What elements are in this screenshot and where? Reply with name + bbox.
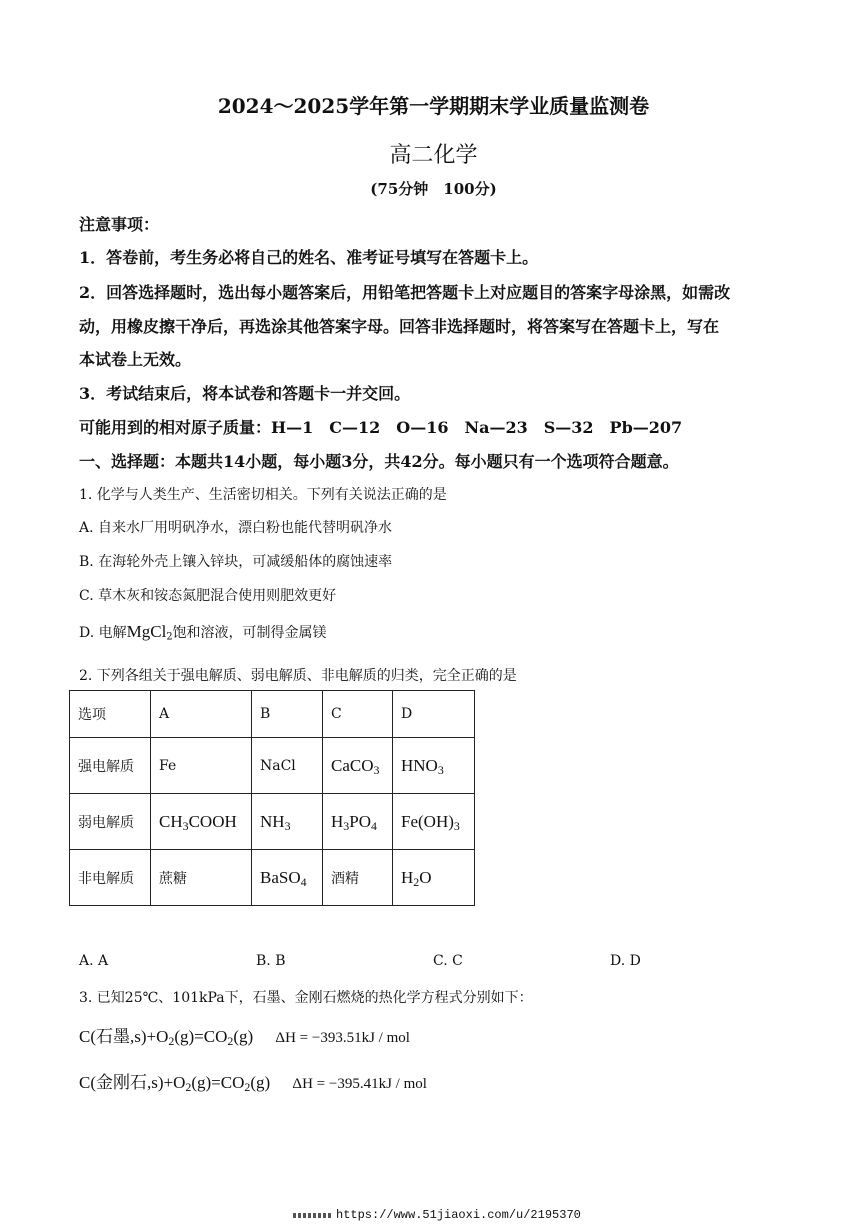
table-cell: $HNO_3$: [393, 738, 475, 794]
electrolyte-table: [69, 690, 475, 906]
table-row: [70, 691, 475, 738]
table-cell: D: [393, 691, 475, 738]
q1-option-d: D. 电解MgCl$_2$饱和溶液，可制得金属镁: [79, 622, 327, 643]
thermo-equation-graphite: C(石墨$,s)+O_2(g)=CO_2(g)$ ΔH = −393.51kJ / mol: [79, 1027, 410, 1048]
exam-title: 2024～2025学年第一学期期末学业质量监测卷: [217, 94, 650, 118]
table-cell: A: [151, 691, 252, 738]
table-cell: $CH_3COOH$: [151, 794, 252, 850]
table-cell: C: [323, 691, 393, 738]
notice-item-2-end: 本试卷上无效。: [79, 350, 192, 369]
q3-stem: 3. 已知25℃、101kPa下，石墨、金刚石燃烧的热化学方程式分别如下：: [79, 990, 533, 1006]
table-cell: 非电解质: [70, 850, 151, 906]
subject-title: 高二化学: [389, 143, 478, 168]
notice-heading: 注意事项：: [79, 215, 160, 234]
table-cell: 酒精: [323, 850, 393, 906]
q1-option-a: A. 自来水厂用明矾净水，漂白粉也能代替明矾净水: [79, 520, 393, 536]
table-cell: $H_3PO_4$: [323, 794, 393, 850]
table-cell: BaSO$_4$: [252, 850, 323, 906]
q2-stem: 2. 下列各组关于强电解质、弱电解质、非电解质的归类，完全正确的是: [79, 668, 517, 684]
table-cell: $Fe(OH)_3$: [393, 794, 475, 850]
notice-item-2: 2．回答选择题时，选出每小题答案后，用铅笔把答题卡上对应题目的答案字母涂黑，如需改: [79, 283, 731, 302]
table-cell: $H_2O$: [393, 850, 475, 906]
footer-watermark-mark: [293, 1213, 331, 1218]
notice-item-3: 3．考试结束后，将本试卷和答题卡一并交回。: [79, 384, 411, 403]
q1-stem: 1. 化学与人类生产、生活密切相关。下列有关说法正确的是: [79, 487, 447, 503]
q2-option-c: C. C: [433, 953, 463, 969]
atomic-masses: 可能用到的相对原子质量：H—1 C—12 O—16 Na—23 S—32 Pb—207: [79, 418, 683, 437]
q2-option-d: D. D: [610, 953, 641, 969]
q1-option-c: C. 草木灰和铵态氮肥混合使用则肥效更好: [79, 588, 337, 604]
table-cell: 强电解质: [70, 738, 151, 794]
notice-item-2-cont: 动，用橡皮擦干净后，再选涂其他答案字母。回答非选择题时，将答案写在答题卡上，写在: [79, 317, 720, 336]
table-cell: 蔗糖: [151, 850, 252, 906]
q2-option-a: A. A: [79, 953, 109, 969]
time-score: (75分钟 100分): [370, 180, 497, 198]
table-cell: NaCl: [252, 738, 323, 794]
footer-url: https://www.51jiaoxi.com/u/2195370: [336, 1208, 581, 1222]
q1-option-b: B. 在海轮外壳上镶入锌块，可减缓船体的腐蚀速率: [79, 554, 393, 570]
table-cell: B: [252, 691, 323, 738]
section-heading: 一、选择题：本题共14小题，每小题3分，共42分。每小题只有一个选项符合题意。: [79, 452, 679, 471]
thermo-equation-diamond: C(金刚石$,s)+O_2(g)=CO_2(g)$ ΔH = −395.41kJ / mol: [79, 1073, 427, 1094]
table-row: [70, 850, 475, 906]
table-cell: 选项: [70, 691, 151, 738]
table-row: [70, 794, 475, 850]
table-cell: Fe: [151, 738, 252, 794]
table-cell: 弱电解质: [70, 794, 151, 850]
q2-option-b: B. B: [256, 953, 286, 969]
table-cell: CaCO$_3$: [323, 738, 393, 794]
notice-item-1: 1．答卷前，考生务必将自己的姓名、准考证号填写在答题卡上。: [79, 248, 539, 267]
table-cell: $NH_3$: [252, 794, 323, 850]
table-row: [70, 738, 475, 794]
